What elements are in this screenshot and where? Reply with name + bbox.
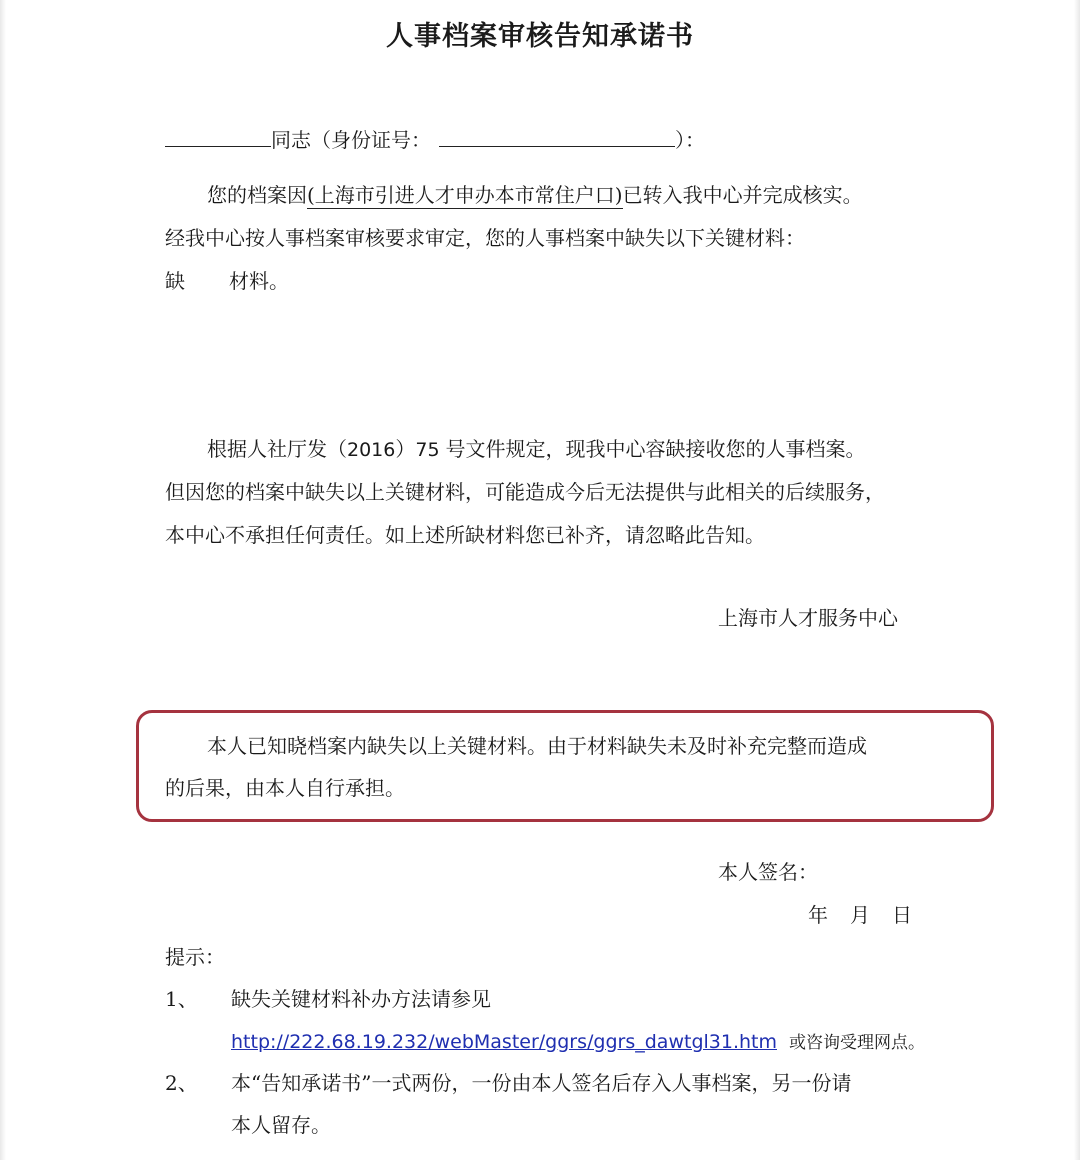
id-label: （身份证号：: [311, 128, 431, 152]
acknowledgement-highlight-box: [136, 710, 994, 822]
date-line: [808, 901, 912, 929]
comrade-label: 同志: [271, 128, 311, 152]
tip-2-text-cont: 本人留存。: [231, 1113, 331, 1137]
tips-heading: 提示：: [165, 945, 225, 969]
tip-1-text: 缺失关键材料补办方法请参见: [231, 987, 491, 1011]
name-blank: [165, 128, 271, 147]
para2-line3: 本中心不承担任何责任。如上述所缺材料您已补齐，请忽略此告知。: [165, 523, 765, 547]
date-year-label: 年: [808, 903, 828, 927]
tip-1-number: 1、: [165, 987, 198, 1011]
date-month-label: 月: [850, 903, 870, 927]
missing-label-b: 材料。: [229, 269, 289, 293]
id-close: ）：: [675, 128, 705, 152]
regulation-year: 2016: [347, 439, 396, 461]
para2-line1: [207, 435, 866, 464]
tip-1-link-line: [231, 1027, 925, 1057]
tip-1-after-link: 或咨询受理网点。: [789, 1033, 925, 1053]
para2-text-c: 号文件规定，现我中心容缺接收您的人事档案。: [445, 437, 866, 461]
para1-suffix: 已转入我中心并完成核实。: [622, 183, 863, 207]
issuer-name: 上海市人才服务中心: [718, 606, 898, 630]
materials-guide-link[interactable]: http://222.68.19.232/webMaster/ggrs/ggrs_dawtgl31.htm: [231, 1031, 777, 1053]
missing-materials-line: [165, 267, 289, 295]
para1-line2: 经我中心按人事档案审核要求审定，您的人事档案中缺失以下关键材料：: [165, 226, 805, 250]
para2-text-b: ）: [395, 437, 416, 461]
page-edge-right: [1074, 0, 1080, 1160]
date-day-label: 日: [892, 903, 912, 927]
para2-text-a: 根据人社厅发（: [207, 437, 347, 461]
acknowledgement-line2: 的后果，由本人自行承担。: [165, 776, 405, 800]
acknowledgement-line1: 本人已知晓档案内缺失以上关键材料。由于材料缺失未及时补充完整而造成: [207, 734, 867, 758]
missing-label-a: 缺: [165, 269, 185, 293]
para2-line2: 但因您的档案中缺失以上关键材料，可能造成今后无法提供与此相关的后续服务，: [165, 480, 885, 504]
transfer-reason: (上海市引进人才申办本市常住户口): [307, 183, 623, 207]
para1-line1: [207, 181, 863, 209]
tip-2-text: 本“告知承诺书”一式两份，一份由本人签名后存入人事档案，另一份请: [231, 1071, 852, 1095]
signature-label: 本人签名：: [718, 860, 818, 884]
para1-prefix: 您的档案因: [207, 183, 307, 207]
tip-2-number: 2、: [165, 1071, 198, 1095]
document-title: 人事档案审核告知承诺书: [386, 21, 694, 52]
regulation-number: 75: [415, 439, 440, 461]
id-number-blank: [439, 128, 675, 147]
page-edge-left: [0, 0, 6, 1160]
salutation-line: [165, 126, 705, 154]
